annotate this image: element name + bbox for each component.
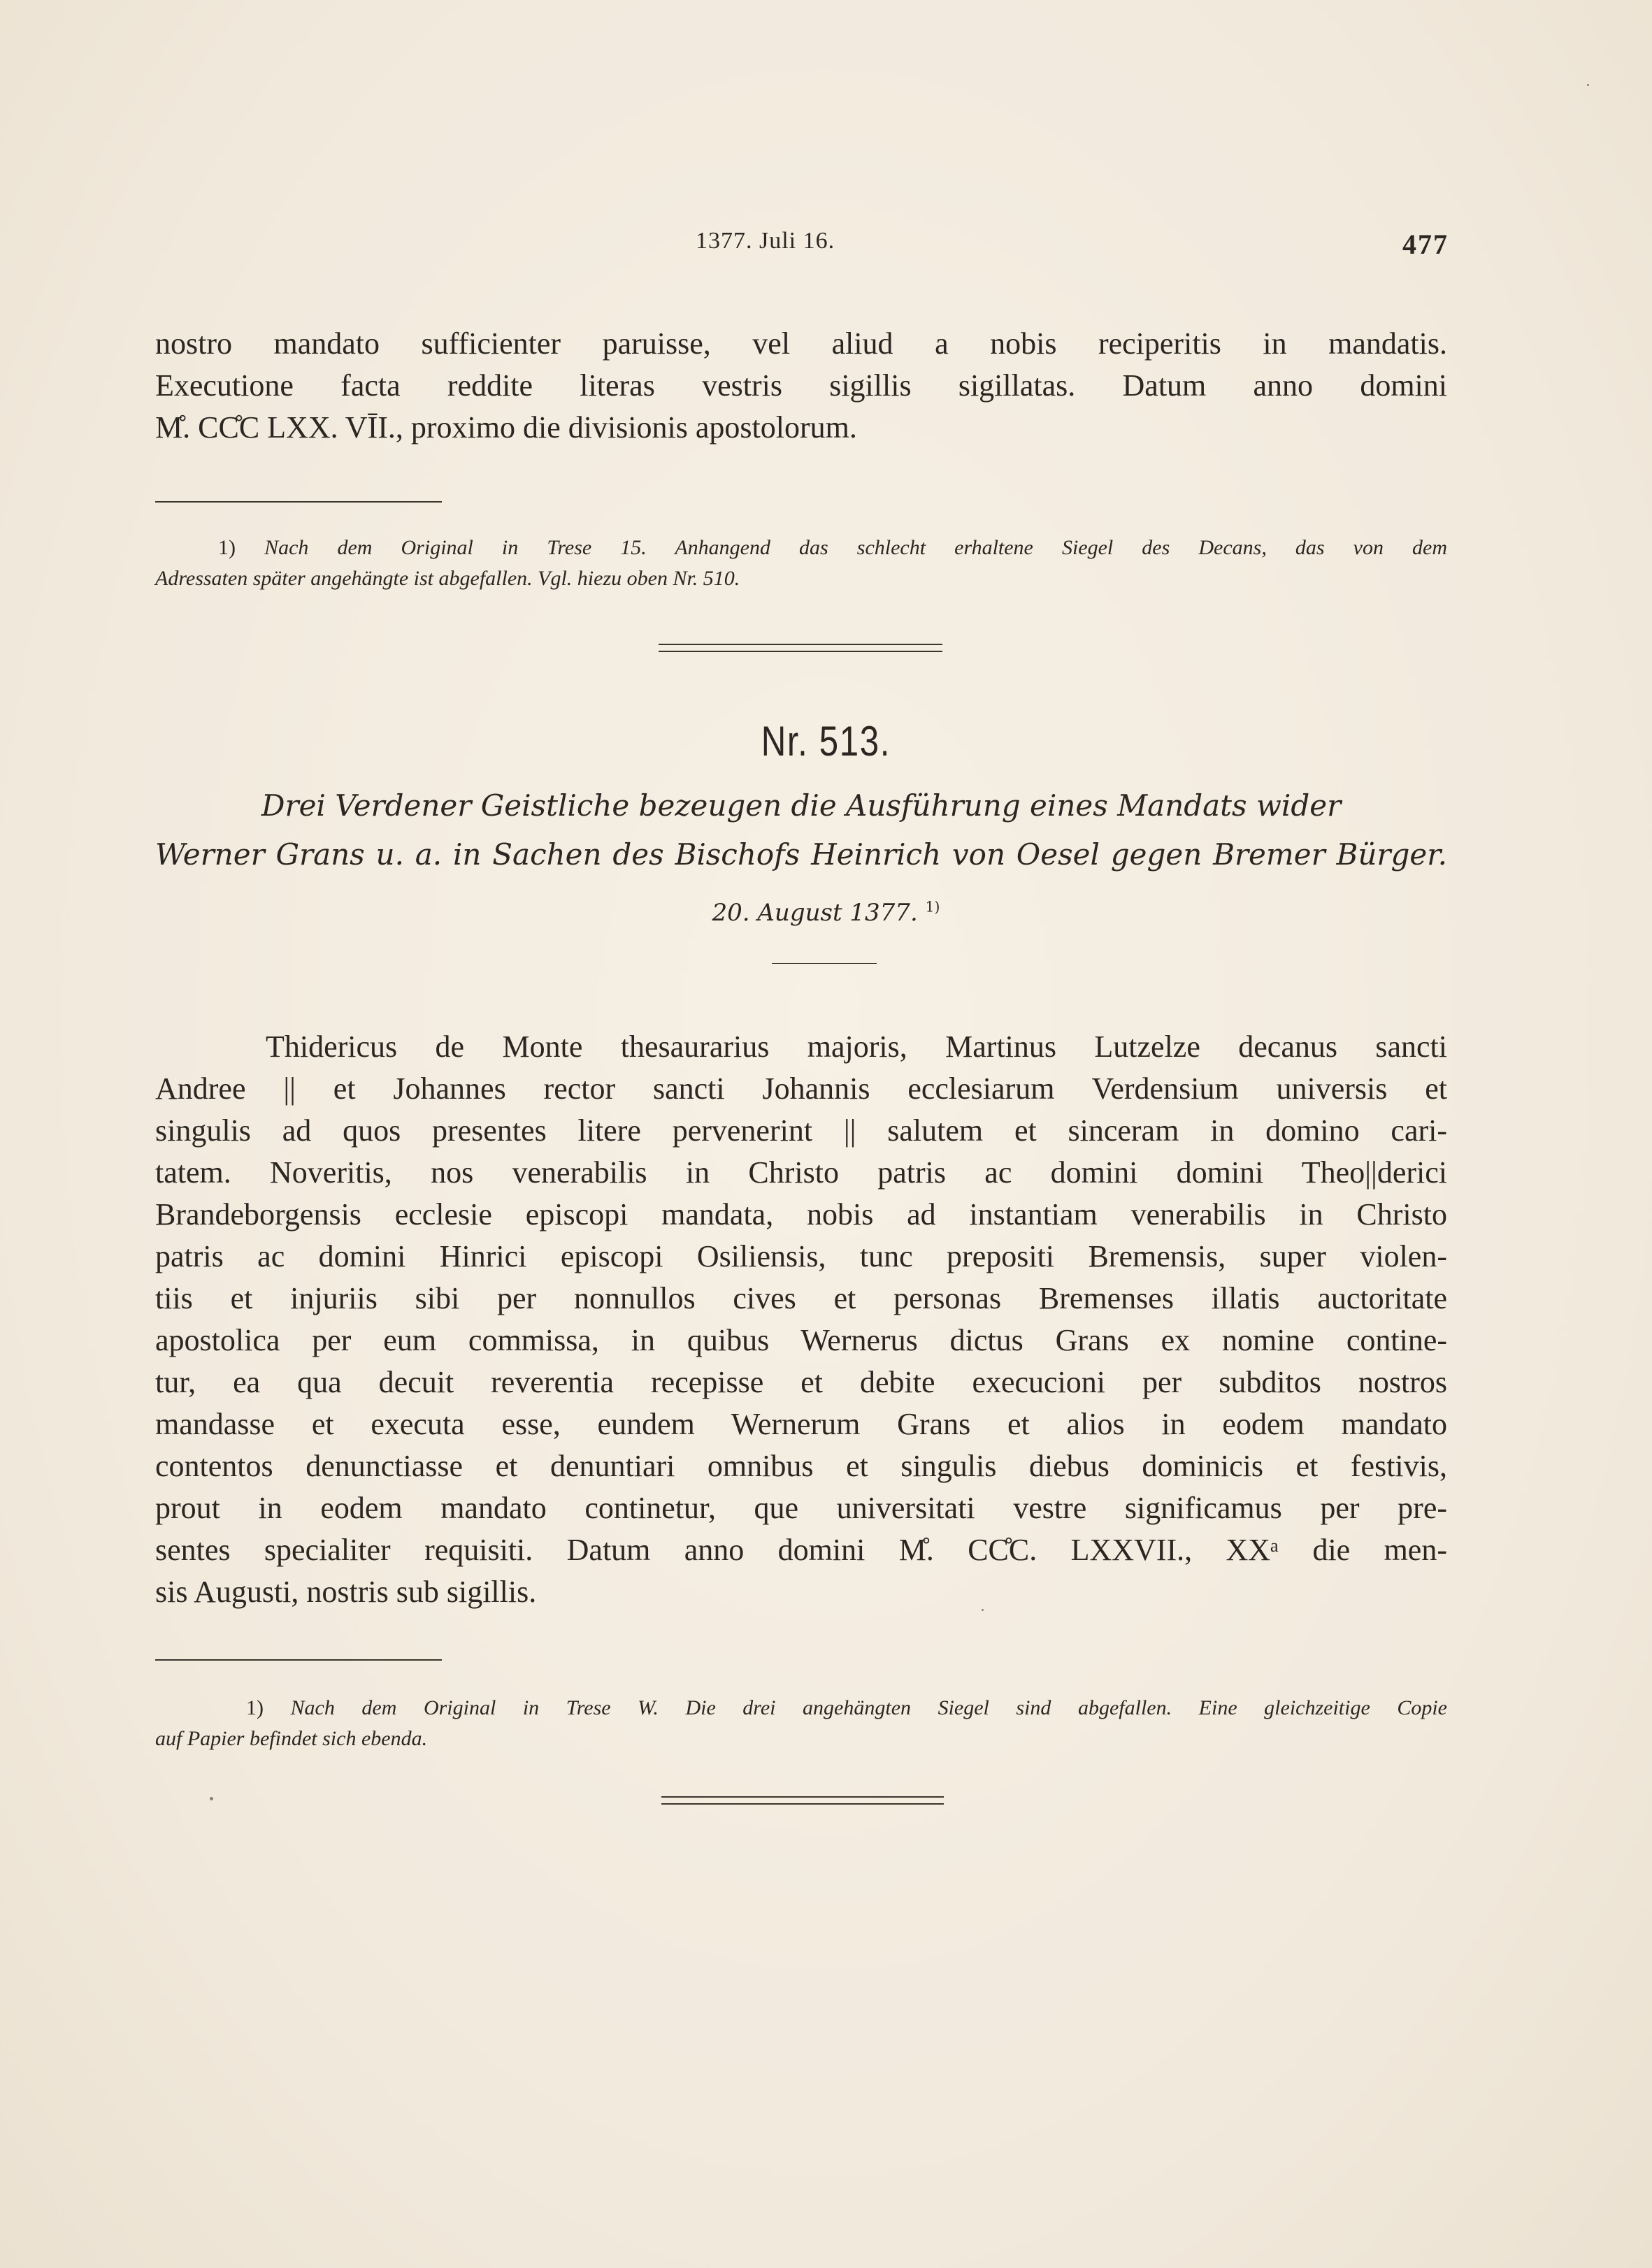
section-divider — [661, 1796, 944, 1805]
document-summary — [155, 781, 1447, 879]
text-line: apostolica per eum commissa, in quibus Wernerus dictus Grans ex nomine contine- — [155, 1323, 1447, 1357]
text-line: tiis et injuriis sibi per nonnullos cives et personas Bremenses illatis auctoritate — [155, 1281, 1447, 1315]
text-line: mandasse et executa esse, eundem Wernerum Grans et alios in eodem mandato — [155, 1407, 1447, 1441]
text-line: patris ac domini Hinrici episcopi Osiliensis, tunc prepositi Bremensis, super violen- — [155, 1239, 1447, 1273]
text-line: singulis ad quos presentes litere pervenerint || salutem et sinceram in domino cari- — [155, 1113, 1447, 1148]
text-line: nostro mandato sufficienter paruisse, vel aliud a nobis reciperitis in mandatis. — [155, 326, 1447, 361]
paper-speck — [210, 1797, 213, 1800]
page-number: 477 — [1402, 229, 1449, 260]
document-date-text: 20. August 1377. — [712, 899, 918, 927]
text-line: tur, ea qua decuit reverentia recepisse et debite execucioni per subditos nostros — [155, 1365, 1447, 1399]
document-date — [0, 899, 1652, 927]
footnote-text: Nach dem Original in Trese W. Die drei angehängten Siegel sind abgefallen. Eine gleichzeitige Copie — [290, 1696, 1447, 1719]
previous-document-footnote — [155, 533, 1447, 594]
text-line: prout in eodem mandato continetur, que universitati vestre significamus per pre- — [155, 1491, 1447, 1525]
footnote-separator — [155, 1659, 442, 1661]
footnote-marker: 1) — [246, 1696, 264, 1719]
text-line: contentos denunctiasse et denuntiari omnibus et singulis diebus dominicis et festivis, — [155, 1449, 1447, 1483]
section-divider — [659, 644, 942, 652]
running-head-date: 1377. Juli 16. — [696, 228, 835, 254]
footnote-line: Adressaten später angehängte ist abgefallen. Vgl. hiezu oben Nr. 510. — [155, 567, 740, 590]
summary-line: Drei Verdener Geistliche bezeugen die Ausführung eines Mandats wider — [261, 788, 1342, 823]
text-line: Andree || et Johannes rector sancti Johannis ecclesiarum Verdensium universis et — [155, 1071, 1447, 1106]
footnote-line — [155, 533, 1447, 563]
running-head — [154, 228, 1449, 263]
document-number: Nr. 513. — [761, 718, 891, 765]
footnote-marker: 1) — [218, 536, 236, 559]
text-line: Brandeborgensis ecclesie episcopi mandata, nobis ad instantiam venerabilis in Christo — [155, 1197, 1447, 1231]
document-text — [155, 1026, 1447, 1613]
footnote-separator — [155, 501, 442, 503]
date-underline — [772, 963, 877, 964]
footnote-line — [155, 1693, 1447, 1724]
paper-speck — [1587, 84, 1589, 86]
text-line: tatem. Noveritis, nos venerabilis in Christo patris ac domini domini Theo||derici — [155, 1155, 1447, 1190]
text-line: sentes specialiter requisiti. Datum anno domini M̊. CC̊C. LXXVII., XXᵃ die men- — [155, 1533, 1447, 1567]
text-line: Thidericus de Monte thesaurarius majoris, Martinus Lutzelze decanus sancti — [266, 1030, 1447, 1064]
text-line: sis Augusti, nostris sub sigillis. — [155, 1575, 537, 1609]
paper-speck — [982, 1609, 984, 1611]
summary-line: Werner Grans u. a. in Sachen des Bischofs Heinrich von Oesel gegen Bremer Bürger. — [155, 837, 1447, 872]
text-line: Executione facta reddite literas vestris sigillis sigillatas. Datum anno domini — [155, 368, 1447, 403]
footnote-reference: 1) — [925, 898, 940, 916]
footnote-line: auf Papier befindet sich ebenda. — [155, 1727, 428, 1750]
document-footnote — [155, 1693, 1447, 1754]
footnote-text: Nach dem Original in Trese 15. Anhangend das schlecht erhaltene Siegel des Decans, das von dem — [264, 536, 1448, 559]
text-line: M̊. CC̊C LXX. VĪI., proximo die divisionis apostolorum. — [155, 410, 857, 445]
previous-document-closing — [155, 323, 1447, 449]
